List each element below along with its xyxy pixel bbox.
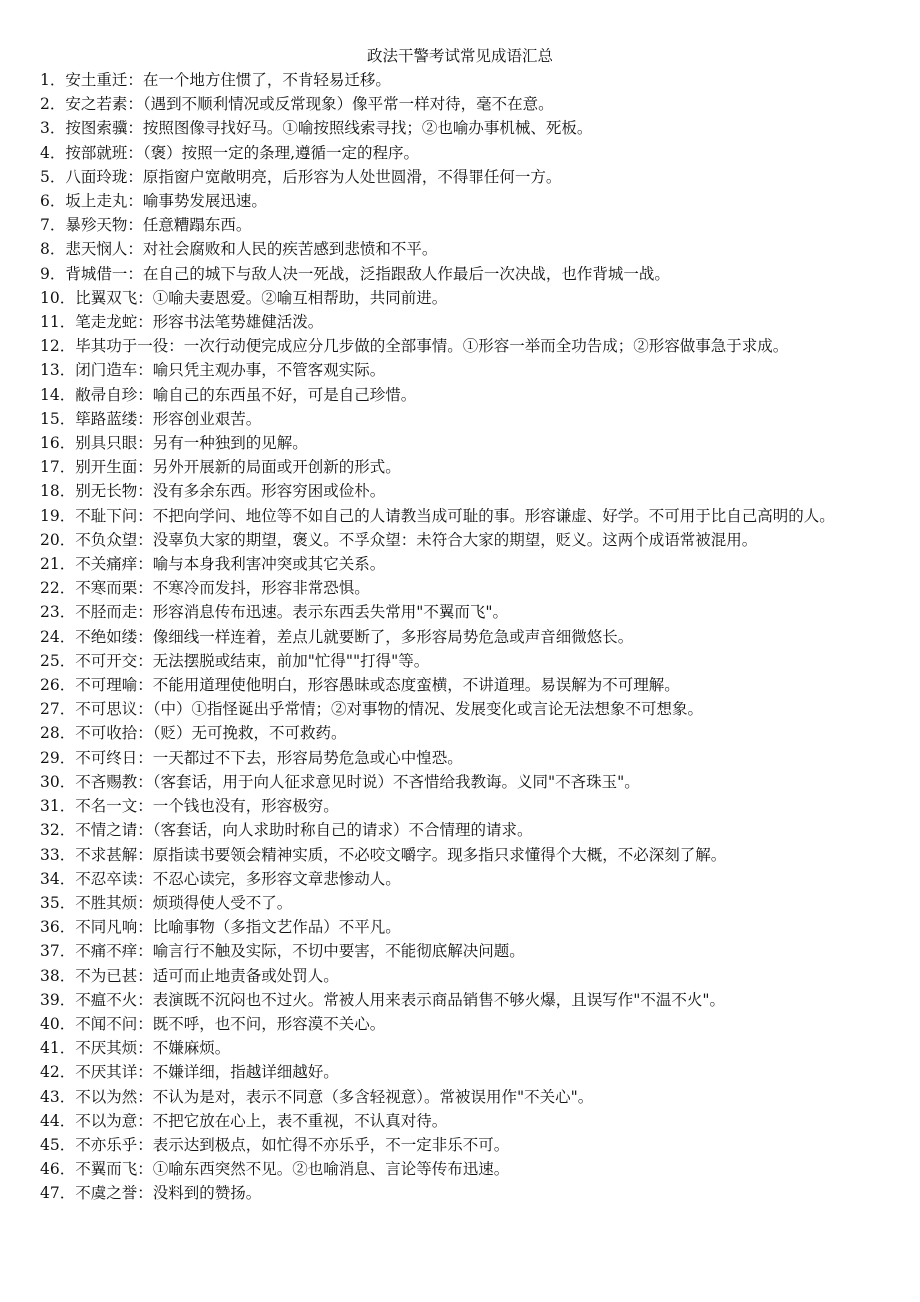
list-item: 12．毕其功于一役：一次行动便完成应分几步做的全部事情。①形容一举而全功告成；②形容做事急于求成。: [40, 337, 789, 356]
list-item: 15．筚路蓝缕：形容创业艰苦。: [40, 409, 262, 428]
list-item: 24．不绝如缕：像细线一样连着，差点儿就要断了，多形容局势危急或声音细微悠长。: [40, 627, 634, 646]
list-item: 21．不关痛痒：喻与本身我利害冲突或其它关系。: [40, 555, 386, 574]
list-item: 6．坂上走丸：喻事势发展迅速。: [40, 192, 267, 211]
idiom-list: [40, 68, 880, 1206]
list-item: 40．不闻不问：既不呼，也不问，形容漠不关心。: [40, 1014, 386, 1033]
list-item: 13．闭门造车：喻只凭主观办事，不管客观实际。: [40, 361, 386, 380]
list-item: 31．不名一文：一个钱也没有，形容极穷。: [40, 797, 339, 816]
list-item: 10．比翼双飞：①喻夫妻恩爱。②喻互相帮助，共同前进。: [40, 288, 448, 307]
list-item: 44．不以为意：不把它放在心上，表不重视，不认真对待。: [40, 1111, 448, 1130]
list-item: 14．敝帚自珍：喻自己的东西虽不好，可是自己珍惜。: [40, 385, 417, 404]
list-item: 2．安之若素：（遇到不顺利情况或反常现象）像平常一样对待，毫不在意。: [40, 95, 554, 114]
list-item: 22．不寒而栗：不寒冷而发抖，形容非常恐惧。: [40, 579, 370, 598]
list-item: 23．不胫而走：形容消息传布迅速。表示东西丢失常用"不翼而飞"。: [40, 603, 508, 622]
list-item: 41．不厌其烦：不嫌麻烦。: [40, 1039, 231, 1058]
list-item: 5．八面玲珑：原指窗户宽敞明亮，后形容为人处世圆滑，不得罪任何一方。: [40, 167, 562, 186]
list-item: 43．不以为然：不认为是对，表示不同意（多含轻视意）。常被误用作"不关心"。: [40, 1087, 594, 1106]
list-item: 1．安土重迁：在一个地方住惯了，不肯轻易迁移。: [40, 71, 391, 89]
list-item: 18．别无长物：没有多余东西。形容穷困或俭朴。: [40, 482, 386, 501]
list-item: 36．不同凡响：比喻事物（多指文艺作品）不平凡。: [40, 918, 401, 937]
list-item: 17．别开生面：另外开展新的局面或开创新的形式。: [40, 458, 401, 477]
list-item: 3．按图索骥：按照图像寻找好马。①喻按照线索寻找；②也喻办事机械、死板。: [40, 119, 593, 138]
list-item: 42．不厌其详：不嫌详细，指越详细越好。: [40, 1063, 339, 1082]
list-item: 26．不可理喻：不能用道理使他明白，形容愚昧或态度蛮横，不讲道理。易误解为不可理解。: [40, 676, 680, 695]
page-title: 政法干警考试常见成语汇总: [366, 47, 553, 65]
list-item: 34．不忍卒读：不忍心读完，多形容文章悲惨动人。: [40, 869, 401, 888]
list-item: 7．暴殄天物：任意糟蹋东西。: [40, 216, 252, 235]
list-item: 33．不求甚解：原指读书要领会精神实质，不必咬文嚼字。现多指只求懂得个大概，不必深刻了解。: [40, 845, 727, 864]
list-item: 19．不耻下问：不把向学问、地位等不如自己的人请教当成可耻的事。形容谦虚、好学。不可用于比自己高明的人。: [40, 506, 835, 525]
list-item: 45．不亦乐乎：表示达到极点，如忙得不亦乐乎，不一定非乐不可。: [40, 1135, 510, 1154]
list-item: 20．不负众望：没辜负大家的期望，褒义。不孚众望：未符合大家的期望，贬义。这两个成语常被混用。: [40, 530, 758, 549]
list-item: 46．不翼而飞：①喻东西突然不见。②也喻消息、言论等传布迅速。: [40, 1160, 510, 1179]
list-item: 28．不可收拾：（贬）无可挽救，不可救药。: [40, 724, 347, 743]
list-item: 38．不为已甚：适可而止地责备或处罚人。: [40, 966, 339, 985]
list-item: 37．不痛不痒：喻言行不触及实际，不切中要害，不能彻底解决问题。: [40, 942, 525, 961]
list-item: 16．别具只眼：另有一种独到的见解。: [40, 434, 308, 453]
list-item: 32．不情之请：（客套话，向人求助时称自己的请求）不合情理的请求。: [40, 821, 533, 840]
list-item: 47．不虞之誉：没料到的赞扬。: [40, 1184, 262, 1203]
list-item: 29．不可终日：一天都过不下去，形容局势危急或心中惶恐。: [40, 748, 463, 767]
list-item: 8．悲天悯人：对社会腐败和人民的疾苦感到悲愤和不平。: [40, 240, 438, 259]
list-item: 39．不瘟不火：表演既不沉闷也不过火。常被人用来表示商品销售不够火爆，且误写作"不温不火"。: [40, 990, 725, 1009]
list-item: 27．不可思议：（中）①指怪诞出乎常情；②对事物的情况、发展变化或言论无法想象不可想象。: [40, 700, 703, 719]
list-item: 35．不胜其烦：烦琐得使人受不了。: [40, 893, 293, 912]
list-item: 25．不可开交：无法摆脱或结束，前加"忙得""打得"等。: [40, 651, 430, 670]
list-item: 30．不吝赐教：（客套话，用于向人征求意见时说）不吝惜给我教诲。义同"不吝珠玉"。: [40, 772, 640, 791]
list-item: 11．笔走龙蛇：形容书法笔势雄健活泼。: [40, 313, 324, 332]
list-item: 9．背城借一：在自己的城下与敌人决一死战，泛指跟敌人作最后一次决战，也作背城一战。: [40, 264, 670, 283]
list-item: 4．按部就班：（褒）按照一定的条理,遵循一定的程序。: [40, 143, 420, 162]
